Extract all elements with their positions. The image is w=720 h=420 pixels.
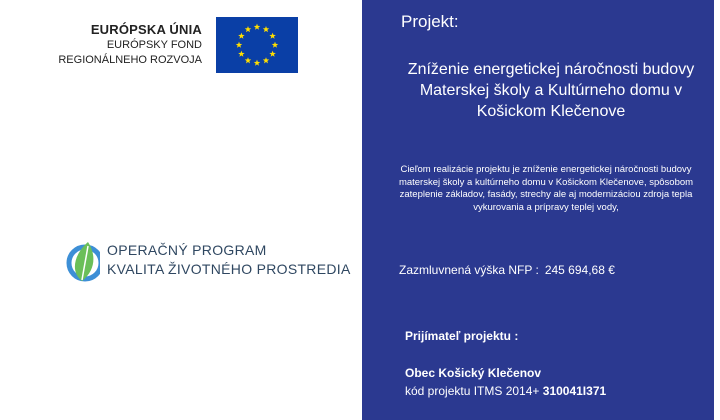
eu-star: [263, 26, 269, 32]
eu-star: [245, 57, 251, 63]
eu-star: [245, 26, 251, 32]
program-line-2: KVALITA ŽIVOTNÉHO PROSTREDIA: [107, 261, 351, 277]
project-panel: [362, 0, 714, 420]
eu-flag-icon: [216, 17, 298, 73]
eu-fund-line-2: REGIONÁLNEHO ROZVOJA: [58, 54, 202, 66]
eu-text-block: [58, 22, 202, 68]
program-name: [107, 241, 351, 279]
eu-star: [238, 33, 244, 39]
eu-title: EURÓPSKA ÚNIA: [90, 22, 202, 37]
eu-star: [236, 42, 242, 48]
contract-value: 245 694,68 €: [544, 263, 615, 277]
code-value: 310041I371: [542, 384, 607, 398]
eu-fund-line: EURÓPSKY FOND: [106, 39, 202, 51]
eu-star: [272, 42, 278, 48]
eu-star: [254, 24, 260, 30]
leaf-ring-icon: [66, 236, 100, 286]
program-line-1: OPERAČNÝ PROGRAM: [107, 242, 267, 258]
project-code: [405, 384, 606, 398]
project-description: Cieľom realizácie projektu je zníženie energetickej náročnosti budovy materskej školy a kultúrneho domu v Košickom Klečenove, spôsobom zateplenie základov, fasády, strechy ale aj modernizáciou zdroja tepla vykurovania a prípravy teplej vody,: [398, 164, 694, 213]
project-label: Projekt:: [401, 12, 459, 31]
eu-star: [269, 33, 275, 39]
eu-star: [269, 51, 275, 57]
eu-star: [254, 60, 260, 66]
contract-amount: [399, 263, 615, 277]
recipient-label: Prijímateľ projektu :: [405, 329, 519, 343]
contract-label: Zazmluvnená výška NFP :: [399, 263, 539, 277]
eu-star: [238, 51, 244, 57]
right-edge: [714, 0, 720, 420]
eu-star: [263, 57, 269, 63]
project-title: Zníženie energetickej náročnosti budovy Materskej školy a Kultúrneho domu v Košickom Klečenove: [407, 61, 695, 120]
code-label: kód projektu ITMS 2014+: [405, 384, 540, 398]
recipient-name: Obec Košický Klečenov: [405, 366, 542, 380]
